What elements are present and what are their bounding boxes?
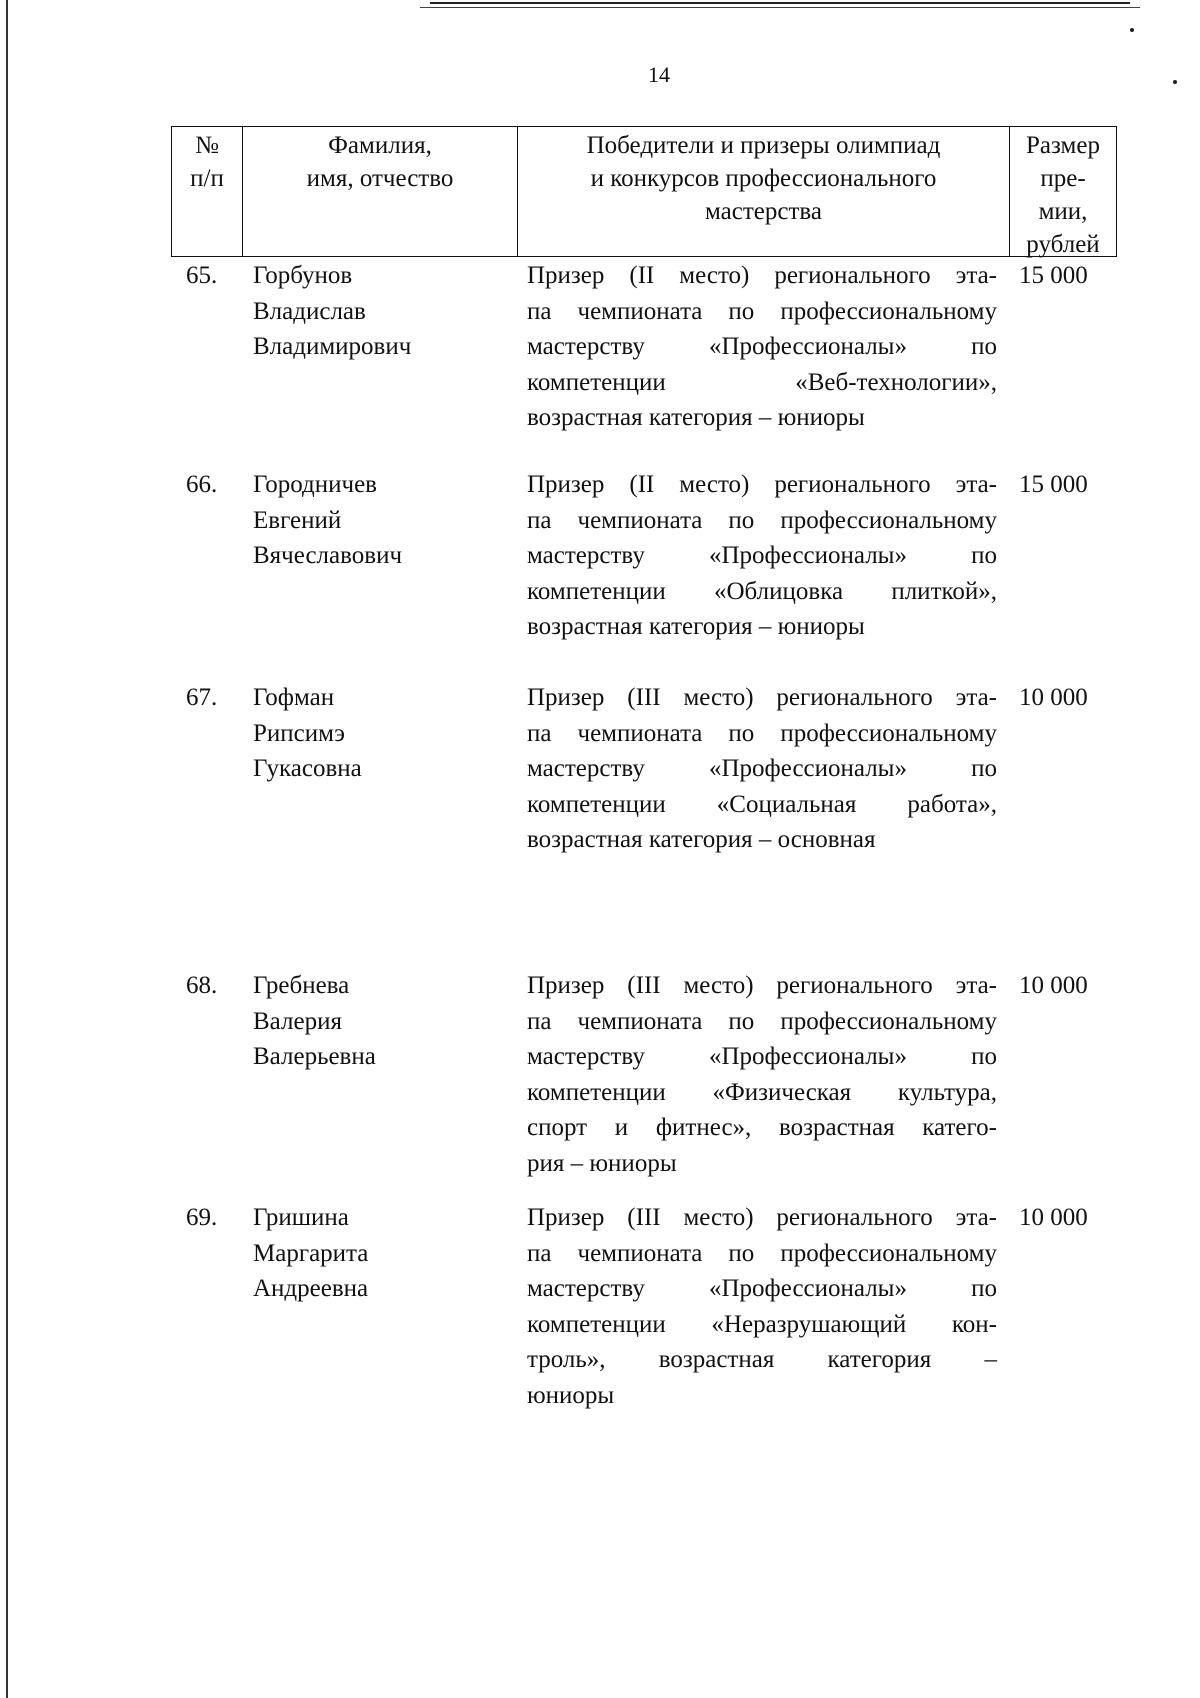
description-line: Призер (III место) регионального эта-	[527, 972, 997, 999]
first-name: Маргарита	[253, 1239, 369, 1267]
row-number: 67.	[186, 684, 218, 711]
description-line: мастерству «Профессионалы» по	[527, 333, 997, 360]
description-line: Призер (II место) регионального эта-	[527, 262, 997, 289]
header-name-line: имя, отчество	[306, 165, 454, 192]
description-line: мастерству «Профессионалы» по	[527, 755, 997, 782]
description-line: мастерству «Профессионалы» по	[527, 1275, 997, 1302]
header-achievement-line: и конкурсов профессионального	[590, 165, 937, 192]
header-amount-line: пре-	[1040, 165, 1086, 192]
header-number-line: №	[195, 132, 219, 159]
row-full-name	[253, 1200, 513, 1307]
header-amount-line: мии,	[1038, 198, 1088, 225]
surname: Гофман	[253, 684, 335, 711]
description-line: возрастная категория – юниоры	[527, 613, 865, 640]
first-name: Евгений	[253, 506, 342, 534]
row-amount: 10 000	[1019, 972, 1088, 999]
surname: Горбунов	[253, 262, 353, 289]
row-full-name	[253, 258, 513, 365]
first-name: Валерия	[253, 1007, 342, 1035]
description-line: возрастная категория – юниоры	[527, 404, 865, 431]
description-line: мастерству «Профессионалы» по	[527, 542, 997, 569]
header-amount	[1010, 127, 1116, 256]
surname: Гришина	[253, 1204, 349, 1231]
header-amount-line: рублей	[1026, 231, 1100, 258]
scan-speck	[1173, 80, 1177, 84]
description-line: компетенции «Социальная работа»,	[527, 790, 997, 818]
patronymic: Валерьевна	[253, 1043, 376, 1070]
scan-speck	[1130, 28, 1134, 32]
scan-edge-top	[430, 2, 1130, 4]
header-number	[172, 127, 243, 256]
description-line: Призер (II место) регионального эта-	[527, 471, 997, 498]
row-description	[527, 680, 997, 858]
surname: Городничев	[253, 471, 377, 498]
description-line: возрастная категория – основная	[527, 826, 876, 853]
description-line: компетенции «Веб-технологии»,	[527, 368, 997, 396]
row-description	[527, 968, 997, 1181]
header-name	[243, 127, 518, 256]
patronymic: Андреевна	[253, 1275, 369, 1302]
header-name-line: Фамилия,	[328, 132, 432, 159]
header-achievement	[518, 127, 1010, 256]
row-description	[527, 258, 997, 436]
description-line: мастерству «Профессионалы» по	[527, 1043, 997, 1070]
description-line: Призер (III место) регионального эта-	[527, 684, 997, 711]
header-achievement-line: Победители и призеры олимпиад	[586, 132, 941, 159]
surname: Гребнева	[253, 972, 350, 999]
description-line: юниоры	[527, 1381, 615, 1409]
description-line: па чемпионата по профессиональному	[527, 1007, 997, 1035]
row-amount: 15 000	[1019, 262, 1088, 289]
description-line: спорт и фитнес», возрастная катего-	[527, 1114, 997, 1141]
row-full-name	[253, 467, 513, 574]
patronymic: Гукасовна	[253, 755, 362, 782]
header-number-line: п/п	[190, 165, 224, 192]
row-description	[527, 467, 997, 645]
row-number: 66.	[186, 471, 218, 498]
row-full-name	[253, 680, 513, 787]
scan-edge-top-secondary	[420, 7, 1140, 8]
row-description	[527, 1200, 997, 1413]
description-line: па чемпионата по профессиональному	[527, 506, 997, 534]
page-number: 14	[648, 62, 670, 87]
row-number: 68.	[186, 972, 218, 999]
header-achievement-line: мастерства	[705, 198, 822, 225]
description-line: рия – юниоры	[527, 1149, 677, 1177]
row-full-name	[253, 968, 513, 1075]
first-name: Владислав	[253, 297, 366, 325]
patronymic: Владимирович	[253, 333, 412, 360]
description-line: па чемпионата по профессиональному	[527, 1239, 997, 1267]
description-line: троль», возрастная категория –	[527, 1346, 997, 1373]
row-amount: 10 000	[1019, 1204, 1088, 1231]
description-line: па чемпионата по профессиональному	[527, 297, 997, 325]
description-line: па чемпионата по профессиональному	[527, 719, 997, 747]
description-line: компетенции «Физическая культура,	[527, 1078, 997, 1106]
description-line: компетенции «Облицовка плиткой»,	[527, 577, 997, 605]
patronymic: Вячеславович	[253, 542, 403, 569]
first-name: Рипсимэ	[253, 719, 345, 747]
description-line: компетенции «Неразрушающий кон-	[527, 1310, 997, 1338]
row-number: 65.	[186, 262, 218, 289]
row-amount: 15 000	[1019, 471, 1088, 498]
row-number: 69.	[186, 1204, 218, 1231]
header-amount-line: Размер	[1026, 132, 1100, 159]
row-amount: 10 000	[1019, 684, 1088, 711]
table-header	[171, 126, 1117, 257]
description-line: Призер (III место) регионального эта-	[527, 1204, 997, 1231]
scan-edge-left	[6, 0, 8, 1698]
